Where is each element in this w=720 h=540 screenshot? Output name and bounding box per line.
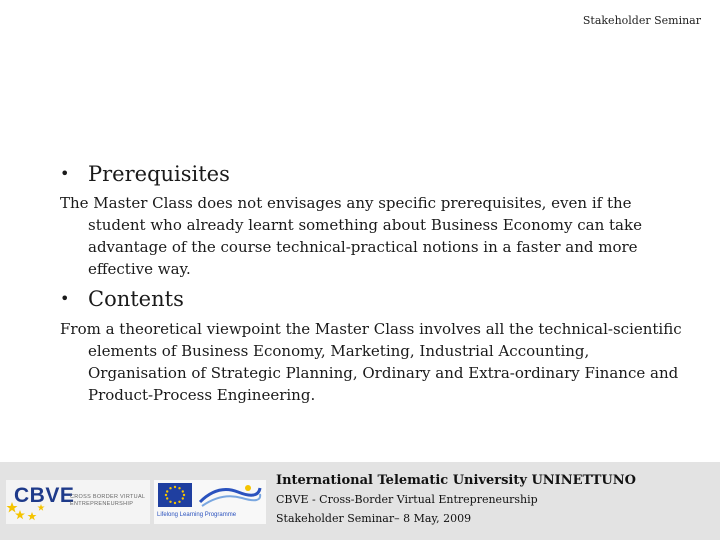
footer-text-block xyxy=(276,472,636,528)
heading-text: Prerequisites xyxy=(88,162,230,186)
contents-paragraph: From a theoretical viewpoint the Master Class involves all the technical-scientific elements of Business Economy, Marketing, Industrial Accounting, Organisation of Strategic Planning, Ordinary and Extra-ordinary Finance and Product-Process Engineering. xyxy=(60,320,682,404)
bullet-icon: • xyxy=(60,289,70,308)
footer-bar xyxy=(0,462,720,540)
llp-swoosh-icon xyxy=(198,482,262,508)
project-name: CBVE - Cross-Border Virtual Entrepreneurship xyxy=(276,493,538,506)
bullet-icon: • xyxy=(60,164,70,183)
eu-stars-icon xyxy=(158,483,192,507)
cbve-wordmark: CBVE xyxy=(14,484,75,507)
section-heading-contents xyxy=(60,287,184,311)
prerequisites-paragraph: The Master Class does not envisages any specific prerequisites, even if the student who already learnt something about Business Economy can take advantage of the course technical-practical notions in a faster and more effective way. xyxy=(60,194,642,278)
eu-programme-logos xyxy=(154,480,266,524)
heading-text: Contents xyxy=(88,287,184,311)
llp-label: Lifelong Learning Programme xyxy=(157,512,237,518)
event-date: Stakeholder Seminar– 8 May, 2009 xyxy=(276,512,472,525)
cbve-tagline: CROSS BORDER VIRTUAL ENTREPRENEURSHIP xyxy=(70,494,146,507)
cbve-logo xyxy=(6,480,150,524)
section-heading-prerequisites xyxy=(60,162,230,186)
header-title: Stakeholder Seminar xyxy=(582,14,701,27)
eu-flag-icon xyxy=(158,483,192,507)
university-name: International Telematic University UNINETTUNO xyxy=(276,473,636,488)
